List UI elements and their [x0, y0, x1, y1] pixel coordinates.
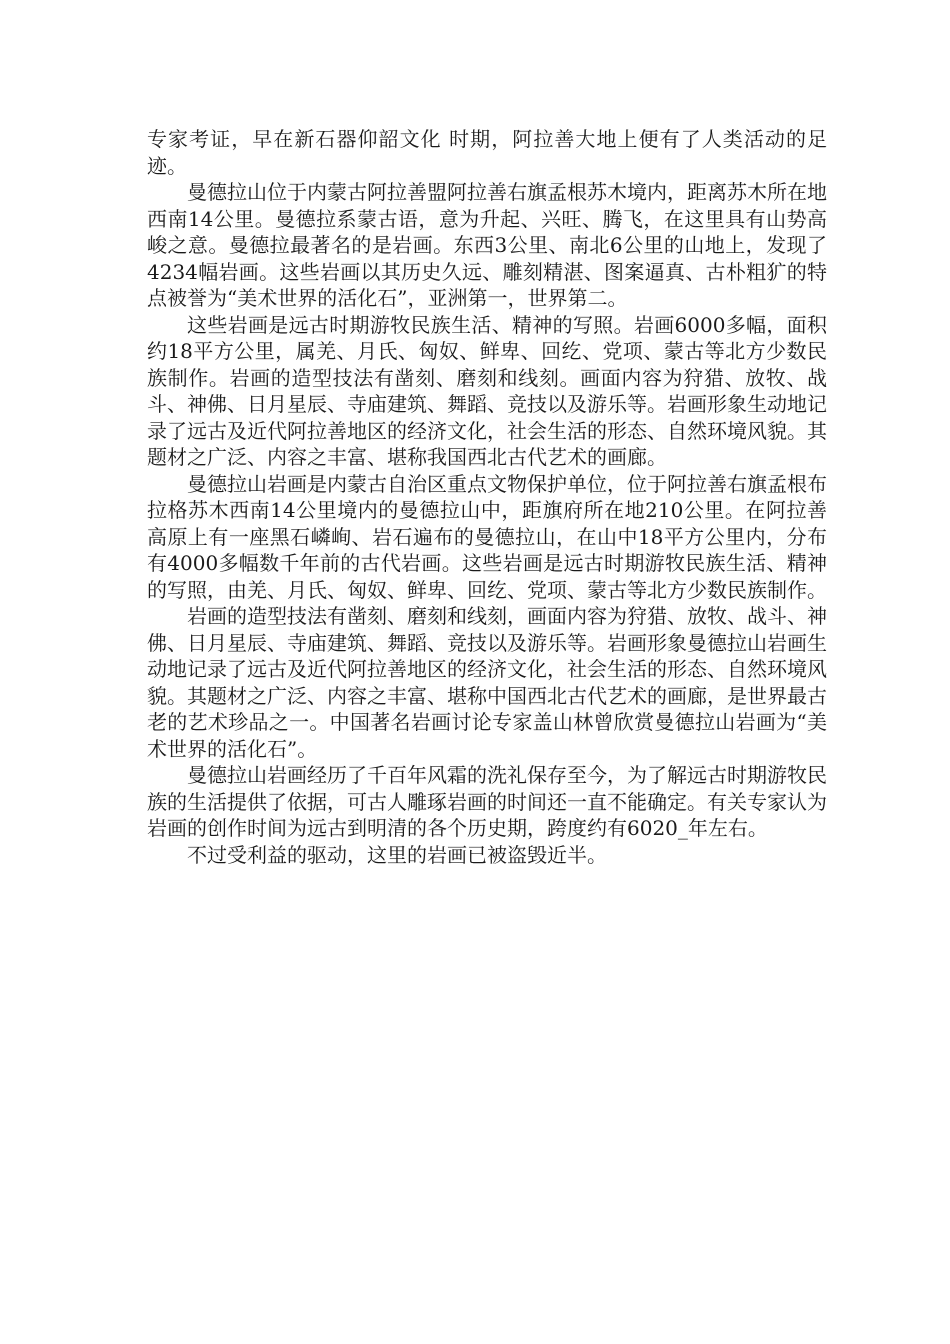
paragraph-1: 专家考证，早在新石器仰韶文化 时期，阿拉善大地上便有了人类活动的足迹。 — [147, 127, 827, 178]
paragraph-3: 这些岩画是远古时期游牧民族生活、精神的写照。岩画6000多幅，面积约18平方公里，属羌、月氏、匈奴、鲜卑、回纥、党项、蒙古等北方少数民族制作。岩画的造型技法有凿刻、磨刻和线刻。画面内容为狩猎、放牧、战斗、神佛、日月星辰、寺庙建筑、舞蹈、竞技以及游乐等。岩画形象生动地记录了远古及近代阿拉善地区的经济文化，社会生活的形态、自然环境风貌。其题材之广泛、内容之丰富、堪称我国西北古代艺术的画廊。 — [147, 312, 827, 469]
paragraph-7: 不过受利益的驱动，这里的岩画已被盗毁近半。 — [187, 842, 607, 867]
paragraph-4: 曼德拉山岩画是内蒙古自治区重点文物保护单位，位于阿拉善右旗孟根布拉格苏木西南14公里境内的曼德拉山中，距旗府所在地210公里。在阿拉善高原上有一座黑石嶙峋、岩石遍布的曼德拉山，在山中18平方公里内，分布有4000多幅数千年前的古代岩画。这些岩画是远古时期游牧民族生活、精神的写照，由羌、月氏、匈奴、鲜卑、回纥、党项、蒙古等北方少数民族制作。 — [147, 471, 827, 602]
paragraph-6: 曼德拉山岩画经历了千百年风霜的洗礼保存至今，为了解远古时期游牧民族的生活提供了依据，可古人雕琢岩画的时间还一直不能确定。有关专家认为岩画的创作时间为远古到明清的各个历史期，跨度约有6020_年左右。 — [147, 763, 827, 840]
paragraph-2: 曼德拉山位于内蒙古阿拉善盟阿拉善右旗孟根苏木境内，距离苏木所在地西南14公里。曼德拉系蒙古语，意为升起、兴旺、腾飞，在这里具有山势高峻之意。曼德拉最著名的是岩画。东西3公里、南北6公里的山地上，发现了4234幅岩画。这些岩画以其历史久远、雕刻精湛、图案逼真、古朴粗犷的特点被誉为“美术世界的活化石”，亚洲第一，世界第二。 — [147, 180, 827, 310]
document-body — [147, 126, 827, 868]
paragraph-5: 岩画的造型技法有凿刻、磨刻和线刻，画面内容为狩猎、放牧、战斗、神佛、日月星辰、寺庙建筑、舞蹈、竞技以及游乐等。岩画形象曼德拉山岩画生动地记录了远古及近代阿拉善地区的经济文化，社会生活的形态、自然环境风貌。其题材之广泛、内容之丰富、堪称中国西北古代艺术的画廊，是世界最古老的艺术珍品之一。中国著名岩画讨论专家盖山林曾欣赏曼德拉山岩画为“美术世界的活化石”。 — [147, 604, 827, 761]
